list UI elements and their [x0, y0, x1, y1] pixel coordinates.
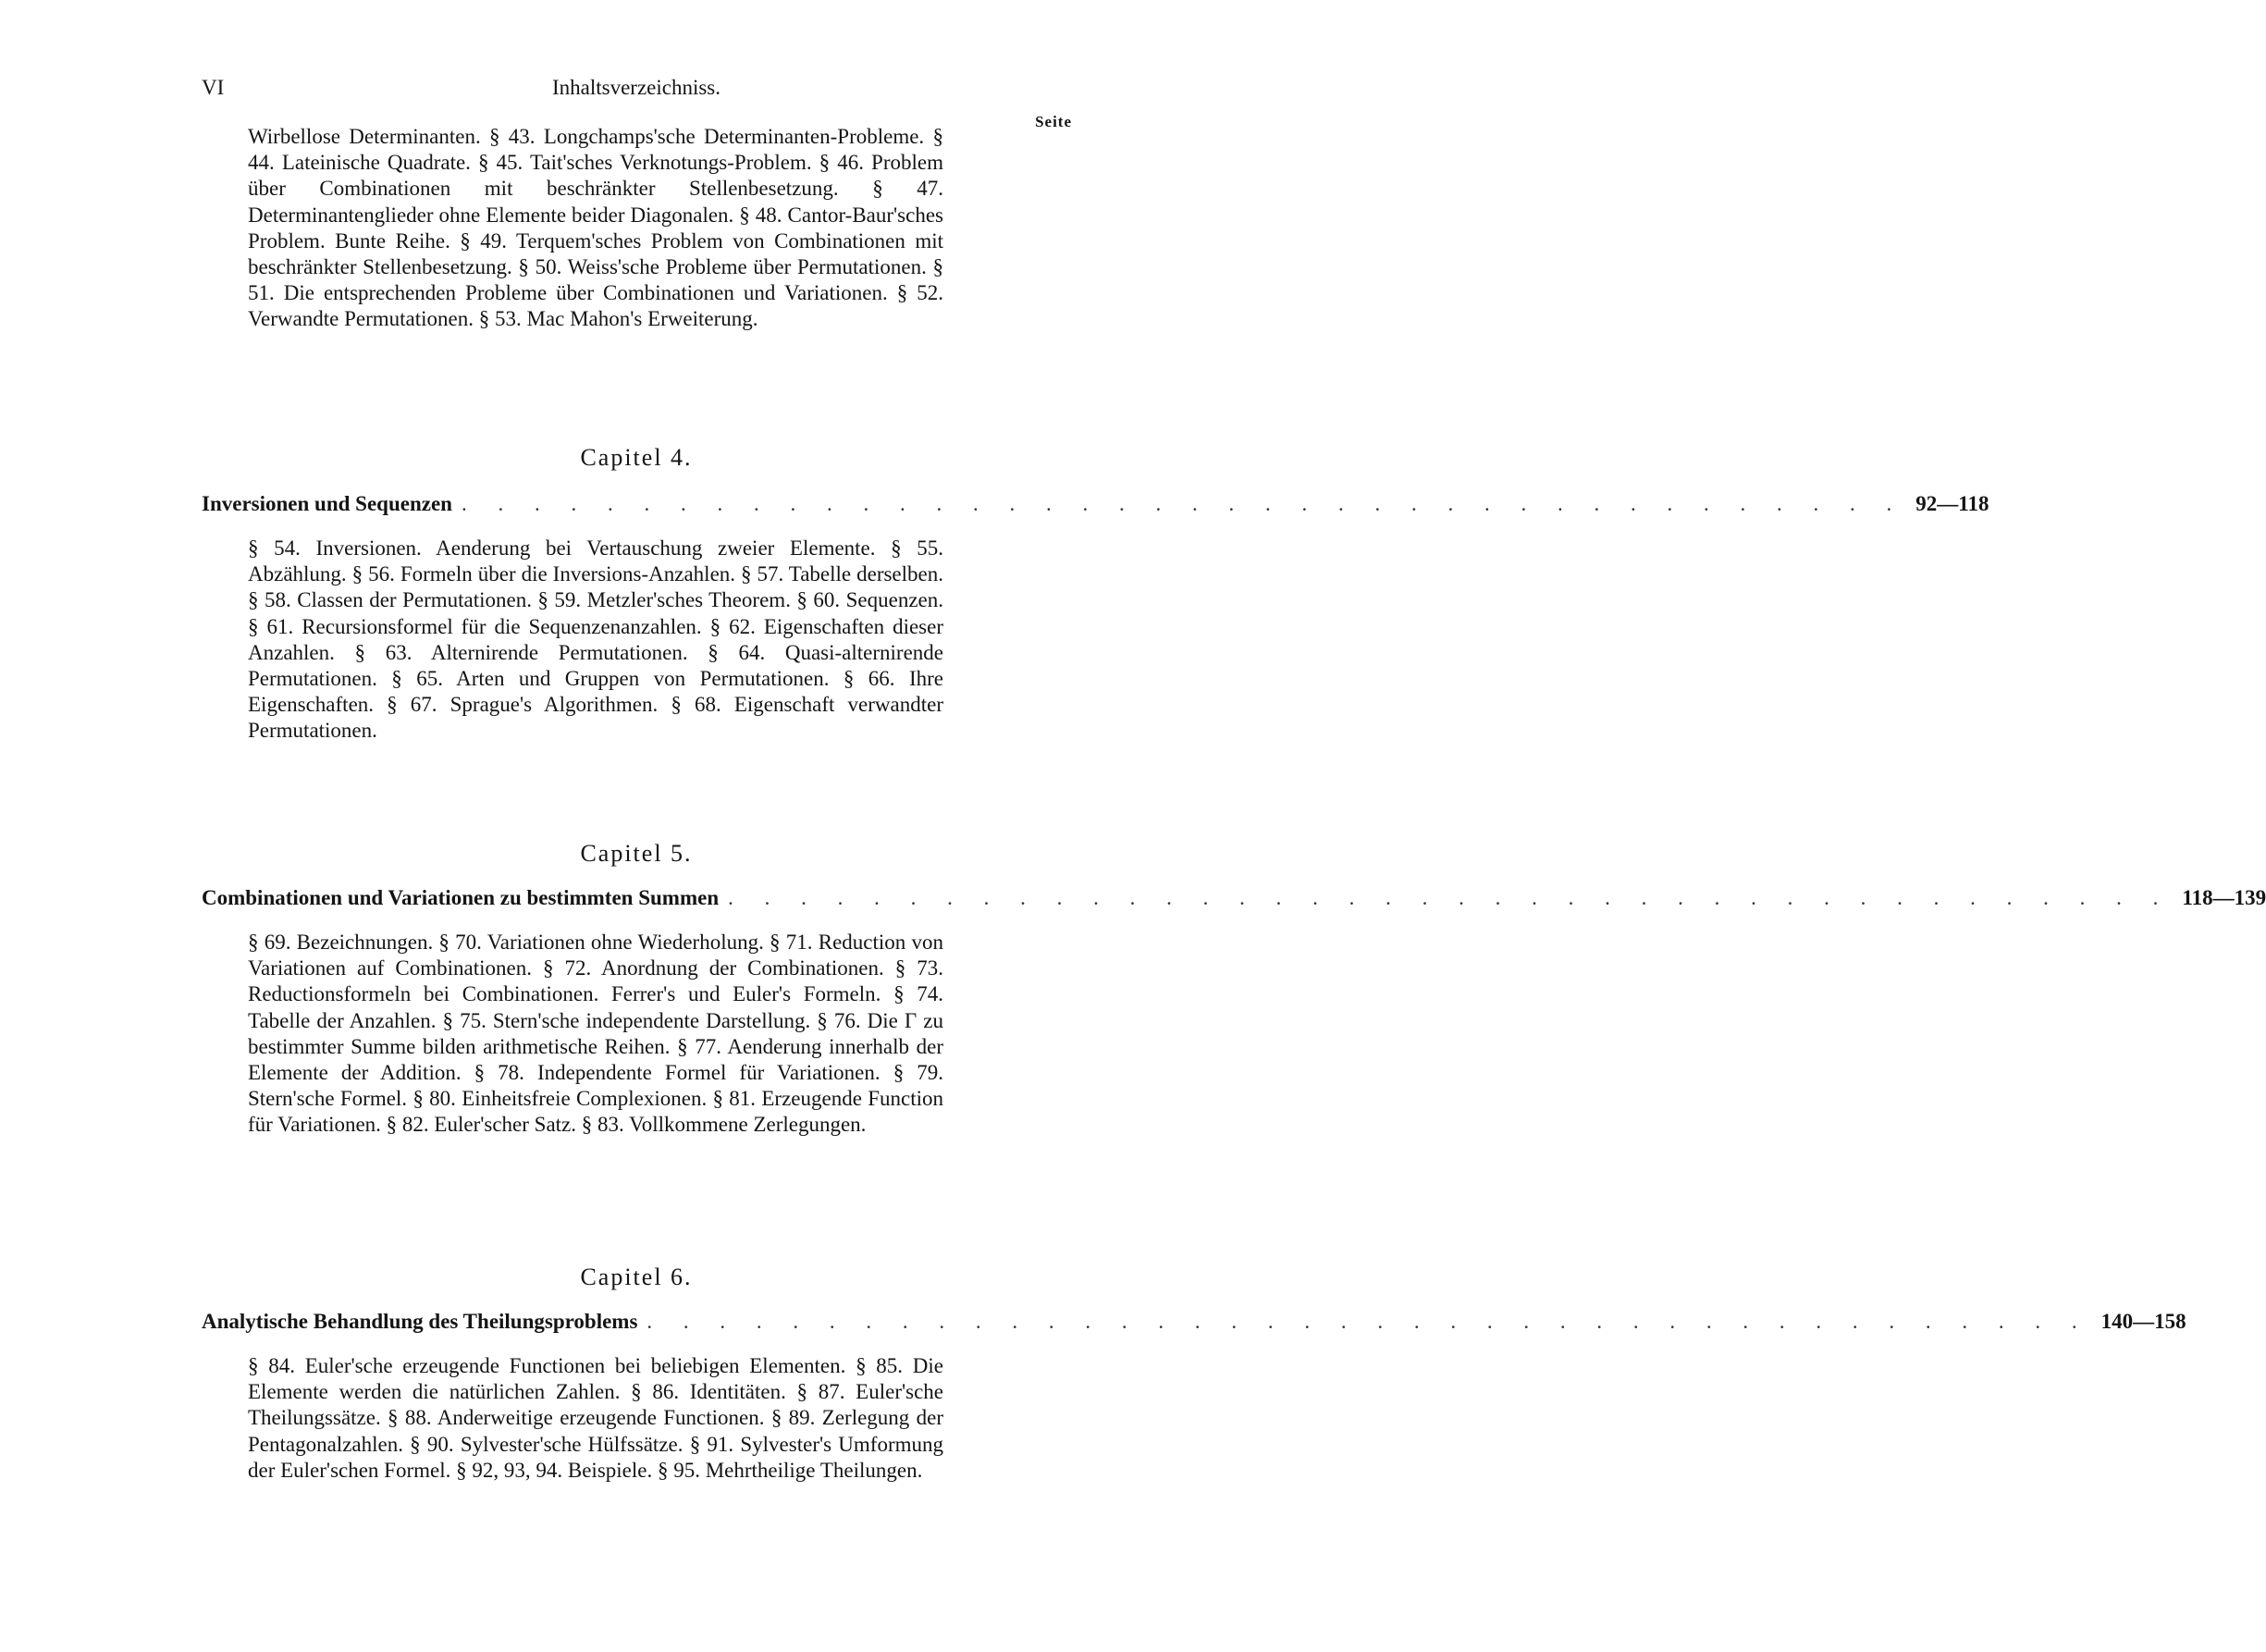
- page-header: [202, 76, 1071, 104]
- page-range: 92—118: [1915, 492, 1989, 515]
- chapter-heading: Capitel 5.: [580, 840, 693, 867]
- chapter-summary: § 69. Bezeichnungen. § 70. Variationen ohne Wiederholung. § 71. Reduction von Variationen auf Combinationen. § 72. Anordnung der Combinationen. § 73. Reductionsformeln bei Combinationen. Ferrer's und Euler's Formeln. § 74. Tabelle der Anzahlen. § 75. Stern'sche independente Darstellung. § 76. Die Γ zu bestimmter Summe bilden arithmetische Reihen. § 77. Aenderung innerhalb der Elemente der Addition. § 78. Independente Formel für Variationen. § 79. Stern'sche Formel. § 80. Einheitsfreie Complexionen. § 81. Erzeugende Function für Variationen. § 82. Euler'scher Satz. § 83. Vollkommene Zerlegungen.: [248, 931, 943, 1137]
- page-range: 118—139: [2182, 886, 2266, 909]
- dot-leader: . . . . . . . . . . . . . . . . . . . . . . . . . . . . . . . . . . . . . . . .: [728, 886, 2172, 909]
- chapter-title: Analytische Behandlung des Theilungsproblems: [202, 1310, 638, 1333]
- toc-entry[interactable]: [202, 1310, 2186, 1339]
- page-range: 140—158: [2100, 1310, 2186, 1333]
- chapter-heading: Capitel 4.: [580, 444, 693, 471]
- chapter-summary: § 54. Inversionen. Aenderung bei Vertauschung zweier Elemente. § 55. Abzählung. § 56. Formeln über die Inversions-Anzahlen. § 57. Tabelle derselben. § 58. Classen der Permutationen. § 59. Metzler'sches Theorem. § 60. Sequenzen. § 61. Recursionsformel für die Sequenzenanzahlen. § 62. Eigenschaften dieser Anzahlen. § 63. Alternirende Permutationen. § 64. Quasi-alternirende Permutationen. § 65. Arten und Gruppen von Permutationen. § 66. Ihre Eigenschaften. § 67. Sprague's Algorithmen. § 68. Eigenschaft verwandter Permutationen.: [248, 536, 943, 743]
- toc-entry[interactable]: [202, 886, 2266, 916]
- chapter-summary: § 84. Euler'sche erzeugende Functionen bei beliebigen Elementen. § 85. Die Elemente werden die natürlichen Zahlen. § 86. Identitäten. § 87. Euler'sche Theilungssätze. § 88. Anderweitige erzeugende Functionen. § 89. Zerlegung der Pentagonalzahlen. § 90. Sylvester'sche Hülfssätze. § 91. Sylvester's Umformung der Euler'schen Formel. § 92, 93, 94. Beispiele. § 95. Mehrtheilige Theilungen.: [248, 1354, 943, 1482]
- page-number: VI: [202, 76, 225, 99]
- chapter-title: Combinationen und Variationen zu bestimmten Summen: [202, 886, 720, 909]
- dot-leader: . . . . . . . . . . . . . . . . . . . . . . . . . . . . . . . . . . . . . . . .: [461, 492, 1905, 515]
- toc-entry[interactable]: [202, 492, 1989, 522]
- chapter-title: Inversionen und Sequenzen: [202, 492, 452, 515]
- dot-leader: . . . . . . . . . . . . . . . . . . . . . . . . . . . . . . . . . . . . . . . .: [647, 1310, 2090, 1333]
- seite-label: Seite: [1035, 113, 1072, 130]
- continuation-paragraph: Wirbellose Determinanten. § 43. Longchamps'sche Determinanten-Probleme. § 44. Lateinische Quadrate. § 45. Tait'sches Verknotungs-Problem. § 46. Problem über Combinationen mit beschränkter Stellenbesetzung. § 47. Determinantenglieder ohne Elemente beider Diagonalen. § 48. Cantor-Baur'sches Problem. Bunte Reihe. § 49. Terquem'sches Problem von Combinationen mit beschränkter Stellenbesetzung. § 50. Weiss'sche Probleme über Permutationen. § 51. Die entsprechenden Probleme über Combinationen und Variationen. § 52. Verwandte Permutationen. § 53. Mac Mahon's Erweiterung.: [248, 125, 943, 331]
- running-title: Inhaltsverzeichniss.: [551, 76, 721, 99]
- chapter-heading: Capitel 6.: [580, 1264, 693, 1290]
